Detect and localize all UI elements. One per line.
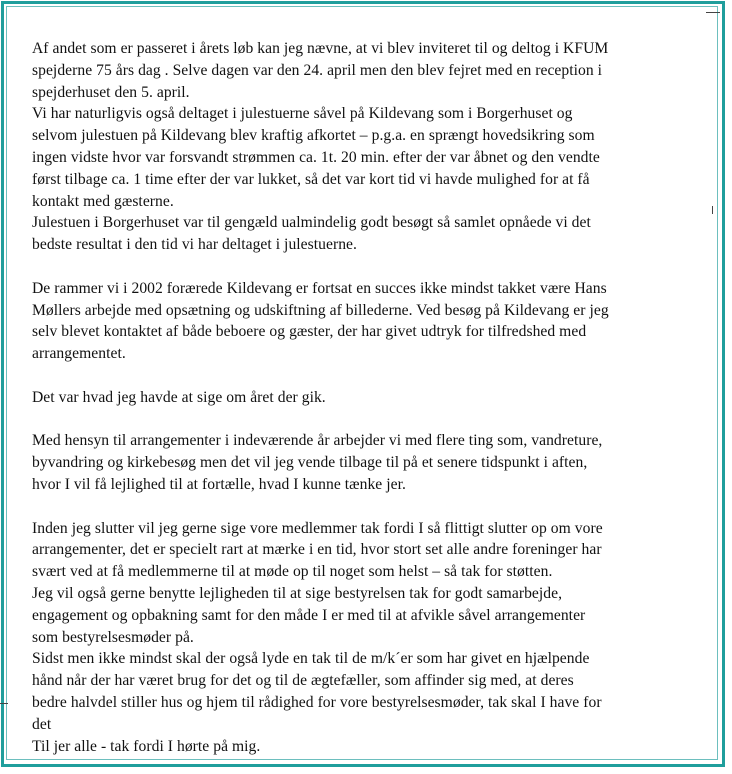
paragraph-gap [32, 409, 702, 431]
text-line: Vi har naturligvis også deltaget i julestuerne såvel på Kildevang som i Borgerhuset og [32, 105, 573, 123]
paragraph-6 [32, 430, 702, 495]
paragraph-gap [32, 496, 702, 518]
text-line: De rammer vi i 2002 forærede Kildevang er fortsat en succes ikke mindst takket være Hans [32, 279, 607, 297]
text-line: det [32, 715, 52, 733]
text-line: Med hensyn til arrangementer i indeværende år arbejder vi med flere ting som, vandreture, [32, 432, 603, 450]
text-line: arrangementet. [32, 345, 126, 363]
text-line: Til jer alle - tak fordi I hørte på mig. [32, 737, 261, 755]
text-line: Af andet som er passeret i årets løb kan jeg nævne, at vi blev inviteret til og deltog i KFUM [32, 40, 609, 57]
text-line: arrangementer, det er specielt rart at mærke i en tid, hvor stort set alle andre foreninger har [32, 541, 602, 559]
paragraph-3 [32, 212, 702, 256]
text-line: kontakt med gæsterne. [32, 192, 174, 210]
text-line: bedre halvdel stiller hus og hjem til rådighed for vore bestyrelsesmøder, tak skal I have for [32, 693, 602, 711]
paragraph-8 [32, 583, 702, 648]
text-line: hånd når der har været brug for det og til de ægtefæller, som affinder sig med, at deres [32, 672, 574, 690]
text-line: svært ved at få medlemmerne til at møde op til noget som helst – så tak for støtten. [32, 563, 553, 581]
scan-mark-top-right [706, 12, 720, 13]
paragraph-gap [32, 256, 702, 278]
text-line: Julestuen i Borgerhuset var til gengæld ualmindelig godt besøgt så samlet opnåede vi det [32, 214, 591, 232]
paragraph-5 [32, 387, 702, 409]
text-line: selv blevet kontaktet af både beboere og gæster, der har givet udtryk for tilfredshed med [32, 323, 587, 341]
paragraph-gap [32, 365, 702, 387]
text-line: ingen vidste hvor var forsvandt strømmen ca. 1t. 20 min. efter der var åbnet og den vendte [32, 148, 600, 166]
text-line: selvom julestuen på Kildevang blev kraftig afkortet – p.g.a. en sprængt hovedsikring som [32, 127, 595, 145]
paragraph-1 [32, 38, 702, 103]
paragraph-10 [32, 736, 702, 758]
text-line: Møllers arbejde med opsætning og udskiftning af billederne. Ved besøg på Kildevang er jeg [32, 301, 609, 319]
letter-body [32, 38, 702, 757]
text-line: som bestyrelsesmøder på. [32, 628, 194, 646]
paragraph-4 [32, 278, 702, 365]
text-line: Jeg vil også gerne benytte lejligheden til at sige bestyrelsen tak for godt samarbejde, [32, 584, 563, 602]
text-line: bedste resultat i den tid vi har deltaget i julestuerne. [32, 236, 357, 254]
text-line: byvandring og kirkebesøg men det vil jeg vende tilbage til på et senere tidspunkt i aften, [32, 454, 588, 472]
paragraph-9 [32, 648, 702, 735]
scan-mark-right [712, 206, 713, 214]
text-line: spejderhuset den 5. april. [32, 83, 190, 101]
paragraph-7 [32, 518, 702, 583]
text-line: først tilbage ca. 1 time efter der var lukket, så det var kort tid vi havde mulighed for at få [32, 170, 590, 188]
text-line: spejderne 75 års dag . Selve dagen var den 24. april men den blev fejret med en reception i [32, 61, 603, 79]
text-line: Det var hvad jeg havde at sige om året der gik. [32, 388, 326, 406]
text-line: engagement og opbakning samt for den måde I er med til at afvikle såvel arrangementer [32, 606, 586, 624]
paragraph-2 [32, 103, 702, 212]
text-line: hvor I vil få lejlighed til at fortælle, hvad I kunne tænke jer. [32, 475, 406, 493]
text-line: Inden jeg slutter vil jeg gerne sige vore medlemmer tak fordi I så flittigt slutter op om vore [32, 519, 603, 537]
text-line: Sidst men ikke mindst skal der også lyde en tak til de m/k´er som har givet en hjælpende [32, 650, 590, 668]
scan-mark-bottom-left [0, 703, 8, 704]
